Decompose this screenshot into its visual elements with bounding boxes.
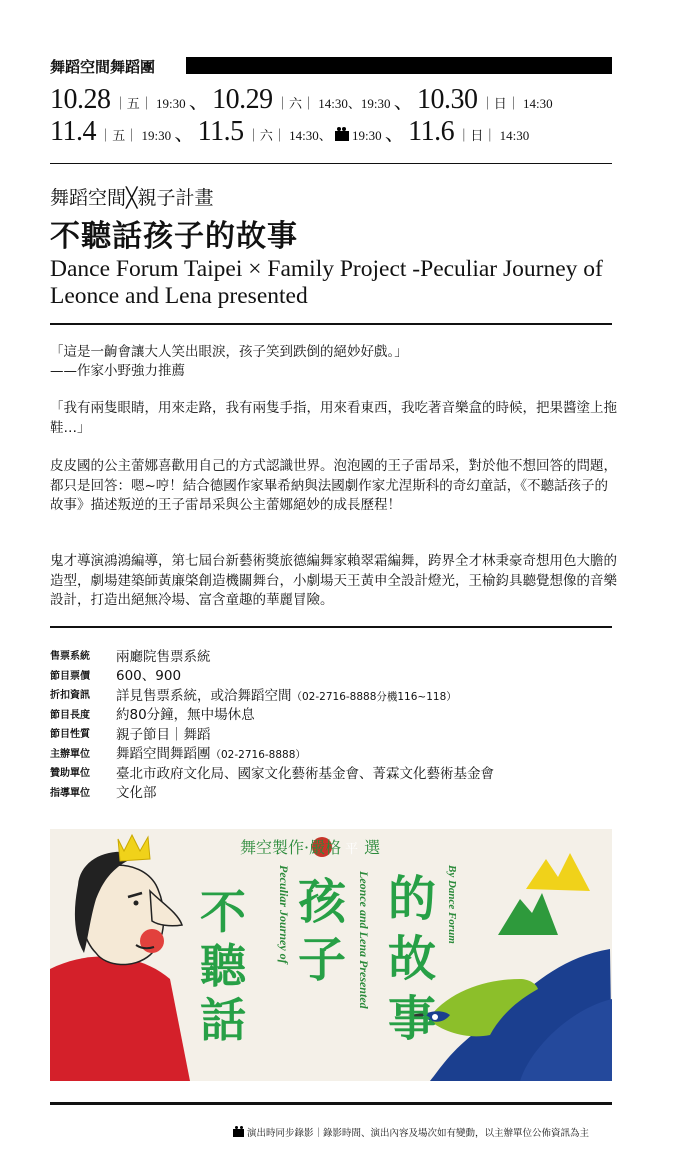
info-label: 售票系統 bbox=[50, 651, 90, 663]
info-row bbox=[50, 743, 620, 763]
banner-tagline-end: 選 bbox=[364, 838, 381, 857]
quote-2: 「我有兩隻眼睛，用來走路，我有兩隻手指，用來看東西，我吃著音樂盒的時候，把果醬塗上拖鞋…」 bbox=[50, 400, 617, 436]
banner-tagline bbox=[240, 835, 380, 858]
video-camera-icon bbox=[233, 1129, 244, 1137]
schedule-date: 10.28 bbox=[50, 84, 111, 115]
schedule-day: 五 bbox=[112, 128, 126, 143]
schedule-day: 日 bbox=[493, 96, 507, 111]
divider bbox=[50, 1102, 612, 1105]
schedule-date: 10.30 bbox=[416, 84, 478, 115]
info-row bbox=[50, 762, 620, 782]
info-value: 兩廳院售票系統 bbox=[116, 648, 211, 665]
divider bbox=[50, 163, 612, 164]
banner-char: 事 bbox=[388, 991, 437, 1047]
schedule-times: 19:30 bbox=[156, 96, 186, 111]
program-title: 不聽話孩子的故事 bbox=[50, 219, 298, 254]
banner-char: 話 bbox=[200, 993, 246, 1047]
video-camera-icon bbox=[335, 131, 349, 141]
info-label: 節目性質 bbox=[50, 729, 90, 741]
banner-char: 的 bbox=[388, 871, 437, 927]
schedule-day: 日 bbox=[470, 128, 484, 143]
schedule-times: 14:30 bbox=[523, 96, 553, 111]
footer-note-text: 演出時同步錄影｜錄影時間、演出內容及場次如有變動，以主辦單位公佈資訊為主 bbox=[247, 1128, 590, 1139]
banner-title-mid bbox=[298, 873, 346, 989]
schedule-date: 10.29 bbox=[212, 84, 273, 115]
banner-char: 子 bbox=[298, 932, 347, 988]
schedule-day: 五 bbox=[126, 96, 140, 111]
info-row bbox=[50, 704, 620, 724]
banner-char: 不 bbox=[200, 885, 246, 939]
banner-vertical-text-3: By Dance Forum bbox=[446, 865, 458, 944]
schedule-row-1: 10.28 ｜五｜ 19:30 、 10.29 ｜六｜ 14:30、19:30 、 10.30 ｜日｜ 14:30 bbox=[50, 84, 553, 115]
footer-note bbox=[233, 1125, 589, 1139]
info-row bbox=[50, 645, 620, 665]
banner-char: 聽 bbox=[200, 939, 246, 993]
banner-title-right bbox=[388, 869, 436, 1049]
divider bbox=[50, 323, 612, 325]
schedule-times-recorded: 19:30 bbox=[352, 128, 382, 143]
info-value: 親子節目｜舞蹈 bbox=[116, 726, 211, 743]
seal-char: 平 bbox=[345, 842, 359, 857]
info-label: 贊助單位 bbox=[50, 768, 90, 780]
schedule-times: 19:30 bbox=[141, 128, 172, 143]
banner-vertical-text-2: Leonce and Lena Presented bbox=[357, 871, 371, 1009]
info-row bbox=[50, 723, 620, 743]
banner-title-left bbox=[200, 885, 246, 1047]
quote-1-attribution: ——作家小野強力推薦 bbox=[50, 363, 185, 379]
info-value: 臺北市政府文化局、國家文化藝術基金會、菁霖文化藝術基金會 bbox=[116, 765, 494, 782]
schedule-day: 六 bbox=[259, 128, 273, 143]
header-bar bbox=[186, 57, 612, 74]
info-row bbox=[50, 665, 620, 685]
schedule-times: 14:30、 bbox=[289, 128, 332, 143]
info-label: 折扣資訊 bbox=[50, 690, 90, 702]
schedule-day: 六 bbox=[288, 96, 302, 111]
schedule-date: 11.4 bbox=[50, 116, 96, 147]
info-value: 文化部 bbox=[116, 785, 157, 802]
banner-char: 故 bbox=[388, 931, 437, 987]
schedule-date: 11.6 bbox=[408, 116, 455, 147]
info-value: 約80分鐘，無中場休息 bbox=[116, 707, 255, 724]
description-paragraph-2: 鬼才導演鴻鴻編導，第七屆台新藝術獎旅德編舞家賴翠霜編舞，跨界全才林秉豪奇想用色大膽的造型，劇場建築師黃廉棨創造機關舞台，小劇場天王黃申全設計燈光，王榆鈞具聽覺想像的音樂設計，打造出絕無冷場、富含童趣的華麗冒險。 bbox=[50, 553, 617, 608]
info-value: 舞蹈空間舞蹈團 bbox=[116, 746, 211, 763]
banner-vertical-text-1: Peculiar Journey of bbox=[277, 865, 291, 964]
program-subtitle: 舞蹈空間╳親子計畫 bbox=[50, 187, 214, 209]
quote-1: 「這是一齣會讓大人笑出眼淚，孩子笑到跌倒的絕妙好戲。」 bbox=[50, 344, 408, 360]
organization-name: 舞蹈空間舞蹈團 bbox=[50, 58, 156, 76]
info-label: 節目長度 bbox=[50, 709, 90, 721]
program-english-title: Dance Forum Taipei × Family Project -Peculiar Journey of Leonce and Lena presented bbox=[50, 256, 603, 309]
schedule-date: 11.5 bbox=[197, 116, 244, 147]
info-value: 600、900 bbox=[116, 668, 182, 685]
program-banner bbox=[50, 829, 612, 1081]
info-label: 指導單位 bbox=[50, 787, 90, 799]
info-note: （02-2716-8888） bbox=[210, 749, 306, 762]
info-value: 詳見售票系統，或洽舞蹈空間 bbox=[116, 687, 292, 704]
schedule-row-2: 11.4 ｜五｜ 19:30 、 11.5 ｜六｜ 14:30、 19:30 、 11.6 ｜日｜ 14:30 bbox=[50, 116, 530, 147]
info-row bbox=[50, 782, 620, 802]
info-label: 主辦單位 bbox=[50, 748, 90, 760]
banner-tagline-text: 舞空製作·嚴格 bbox=[240, 838, 342, 857]
schedule-times: 14:30 bbox=[499, 128, 530, 143]
description-paragraph-1: 皮皮國的公主蕾娜喜歡用自己的方式認識世界。泡泡國的王子雷昂采，對於他不想回答的問題，都只是回答：嗯~哼！結合德國作家畢希納與法國劇作家尤涅斯科的奇幻童話，《不聽話孩子的故事》描述叛逆的王子雷昂采與公主蕾娜絕妙的成長歷程！ bbox=[50, 458, 617, 513]
info-row bbox=[50, 684, 620, 704]
info-label: 節目票價 bbox=[50, 670, 90, 682]
info-note: （02-2716-8888分機116~118） bbox=[291, 690, 457, 703]
info-table bbox=[50, 645, 620, 801]
schedule-times: 14:30、19:30 bbox=[318, 96, 391, 111]
banner-char: 孩 bbox=[298, 874, 347, 930]
divider bbox=[50, 626, 612, 628]
